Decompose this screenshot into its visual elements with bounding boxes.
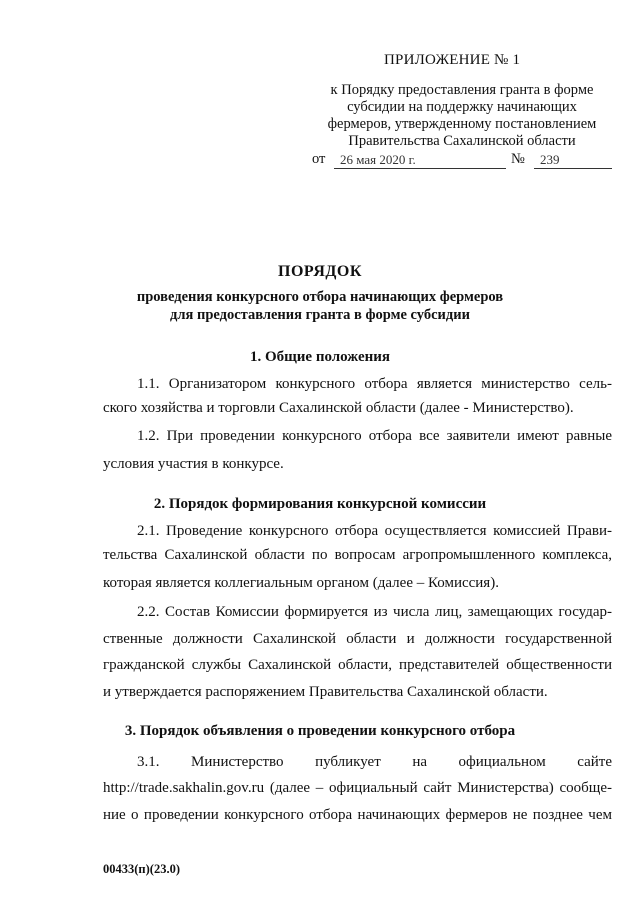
paragraph-line: http://trade.sakhalin.gov.ru (далее – официальный сайт Министерства) сообще- [103,780,612,796]
number-value: 239 [534,152,612,169]
appendix-line: к Порядку предоставления гранта в форме [330,82,594,98]
section-heading: 3. Порядок объявления о проведении конкурсного отбора [124,723,516,739]
document-subtitle: проведения конкурсного отбора начинающих фермеров [136,289,504,305]
paragraph-line: ние о проведении конкурсного отбора начинающих фермеров не позднее чем [103,807,612,823]
section-heading: 1. Общие положения [249,349,391,365]
appendix-line: субсидии на поддержку начинающих [347,99,577,115]
paragraph-line: которая является коллегиальным органом (далее – Комиссия). [103,575,499,591]
date-value: 26 мая 2020 г. [334,152,506,169]
paragraph-line: 2.2. Состав Комиссии формируется из числа лиц, замещающих государ- [137,604,612,620]
paragraph-line: условия участия в конкурсе. [103,456,284,472]
date-number-row [312,151,612,173]
footer-document-code: 00433(п)(23.0) [103,862,180,876]
paragraph-line: 2.1. Проведение конкурсного отбора осуществляется комиссией Прави- [137,523,612,539]
document-subtitle: для предоставления гранта в форме субсидии [170,307,470,323]
paragraph-line: ского хозяйства и торговли Сахалинской области (далее - Министерство). [103,400,574,416]
section-heading: 2. Порядок формирования конкурсной комиссии [153,496,487,512]
appendix-line: Правительства Сахалинской области [348,133,576,149]
appendix-title: ПРИЛОЖЕНИЕ № 1 [384,52,521,68]
paragraph-line: ственные должности Сахалинской области и должности государственной [103,631,612,647]
number-prefix: № [511,151,525,167]
paragraph-line: 1.2. При проведении конкурсного отбора все заявители имеют равные [137,428,612,444]
date-prefix: от [312,151,326,167]
paragraph-line: и утверждается распоряжением Правительства Сахалинской области. [103,684,548,700]
paragraph-line: 3.1. Министерство публикует на официальном сайте [137,754,612,770]
paragraph-line: 1.1. Организатором конкурсного отбора является министерство сель- [137,376,612,392]
document-title: ПОРЯДОК [278,263,362,280]
paragraph-line: тельства Сахалинской области по вопросам агропромышленного комплекса, [103,547,612,563]
paragraph-line: гражданской службы Сахалинской области, представителей общественности [103,657,612,673]
appendix-line: фермеров, утвержденному постановлением [327,116,597,132]
